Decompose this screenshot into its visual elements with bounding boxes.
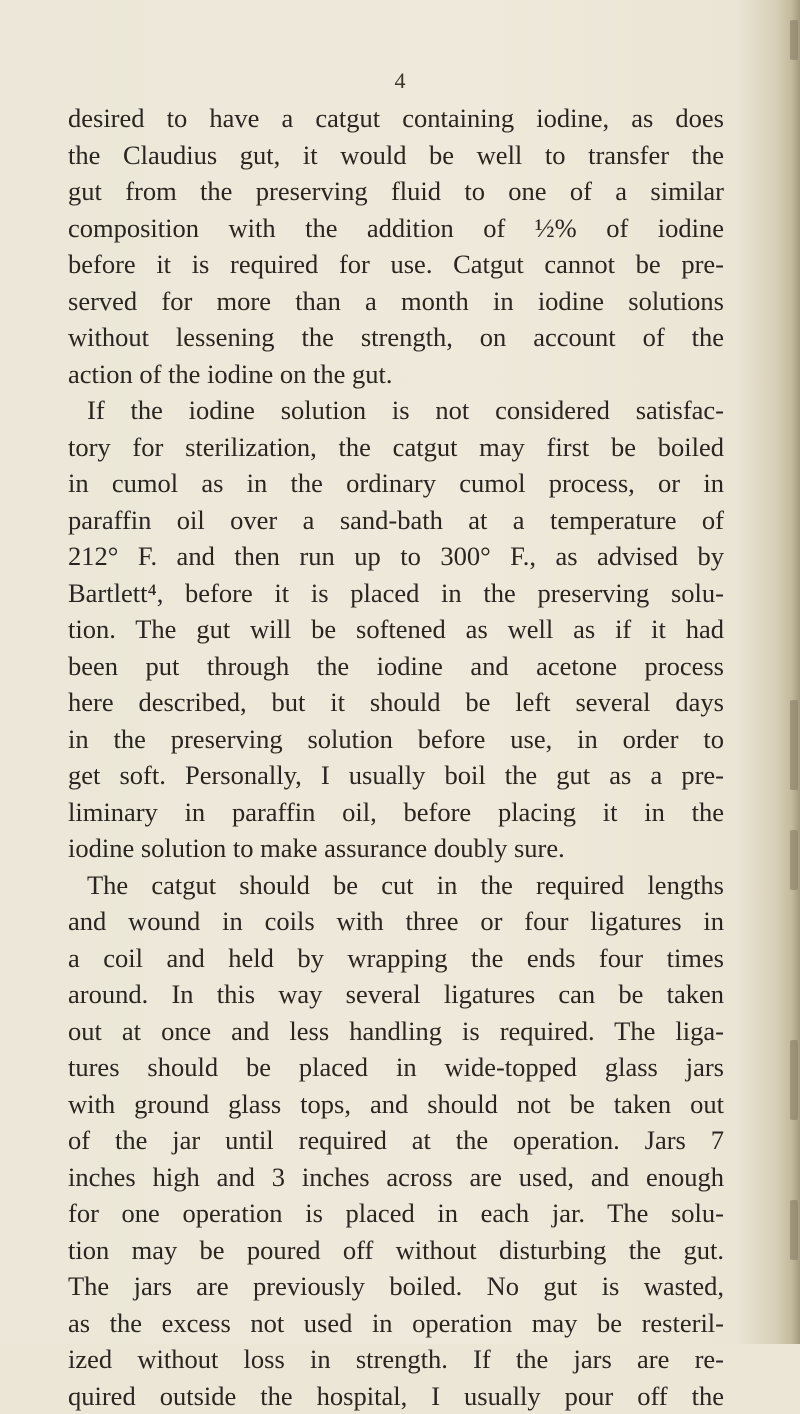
binding-mark [790, 700, 798, 790]
text-line: of the jar until required at the operation. Jars 7 [68, 1122, 724, 1159]
text-line: 212° F. and then run up to 300° F., as advised by [68, 538, 724, 575]
text-line: with ground glass tops, and should not be taken out [68, 1086, 724, 1123]
binding-mark [790, 830, 798, 890]
text-line: for one operation is placed in each jar. The solu- [68, 1195, 724, 1232]
body-text [68, 100, 724, 1414]
text-line: desired to have a catgut containing iodine, as does [68, 100, 724, 137]
text-line: quired outside the hospital, I usually pour off the [68, 1378, 724, 1414]
text-line: If the iodine solution is not considered satisfac- [68, 392, 724, 429]
text-line: The jars are previously boiled. No gut is wasted, [68, 1268, 724, 1305]
text-line: without lessening the strength, on account of the [68, 319, 724, 356]
text-line: tures should be placed in wide-topped glass jars [68, 1049, 724, 1086]
text-line: before it is required for use. Catgut cannot be pre- [68, 246, 724, 283]
binding-mark [790, 1040, 798, 1120]
paragraph [68, 100, 724, 392]
text-line: in cumol as in the ordinary cumol process, or in [68, 465, 724, 502]
page-edge-shadow [778, 0, 800, 1344]
text-line: served for more than a month in iodine solutions [68, 283, 724, 320]
text-line: liminary in paraffin oil, before placing it in the [68, 794, 724, 831]
text-line: here described, but it should be left several days [68, 684, 724, 721]
text-line: in the preserving solution before use, in order to [68, 721, 724, 758]
text-line: tion. The gut will be softened as well as if it had [68, 611, 724, 648]
paragraph [68, 392, 724, 867]
text-line: as the excess not used in operation may be resteril- [68, 1305, 724, 1342]
text-line: ized without loss in strength. If the jars are re- [68, 1341, 724, 1378]
binding-mark [790, 1200, 798, 1260]
binding-mark [790, 20, 798, 60]
text-line: around. In this way several ligatures can be taken [68, 976, 724, 1013]
text-line: The catgut should be cut in the required lengths [68, 867, 724, 904]
text-line: tion may be poured off without disturbing the gut. [68, 1232, 724, 1269]
text-line: paraffin oil over a sand-bath at a temperature of [68, 502, 724, 539]
text-line: a coil and held by wrapping the ends four times [68, 940, 724, 977]
text-line: and wound in coils with three or four ligatures in [68, 903, 724, 940]
text-line: action of the iodine on the gut. [68, 356, 724, 393]
text-line: the Claudius gut, it would be well to transfer the [68, 137, 724, 174]
text-line: tory for sterilization, the catgut may first be boiled [68, 429, 724, 466]
text-line: gut from the preserving fluid to one of a similar [68, 173, 724, 210]
text-line: been put through the iodine and acetone process [68, 648, 724, 685]
text-line: Bartlett⁴, before it is placed in the preserving solu- [68, 575, 724, 612]
text-line: composition with the addition of ½% of iodine [68, 210, 724, 247]
text-line: out at once and less handling is required. The liga- [68, 1013, 724, 1050]
text-line: get soft. Personally, I usually boil the gut as a pre- [68, 757, 724, 794]
text-line: inches high and 3 inches across are used, and enough [68, 1159, 724, 1196]
text-line: iodine solution to make assurance doubly sure. [68, 830, 724, 867]
page-number: 4 [0, 68, 800, 94]
paragraph [68, 867, 724, 1414]
